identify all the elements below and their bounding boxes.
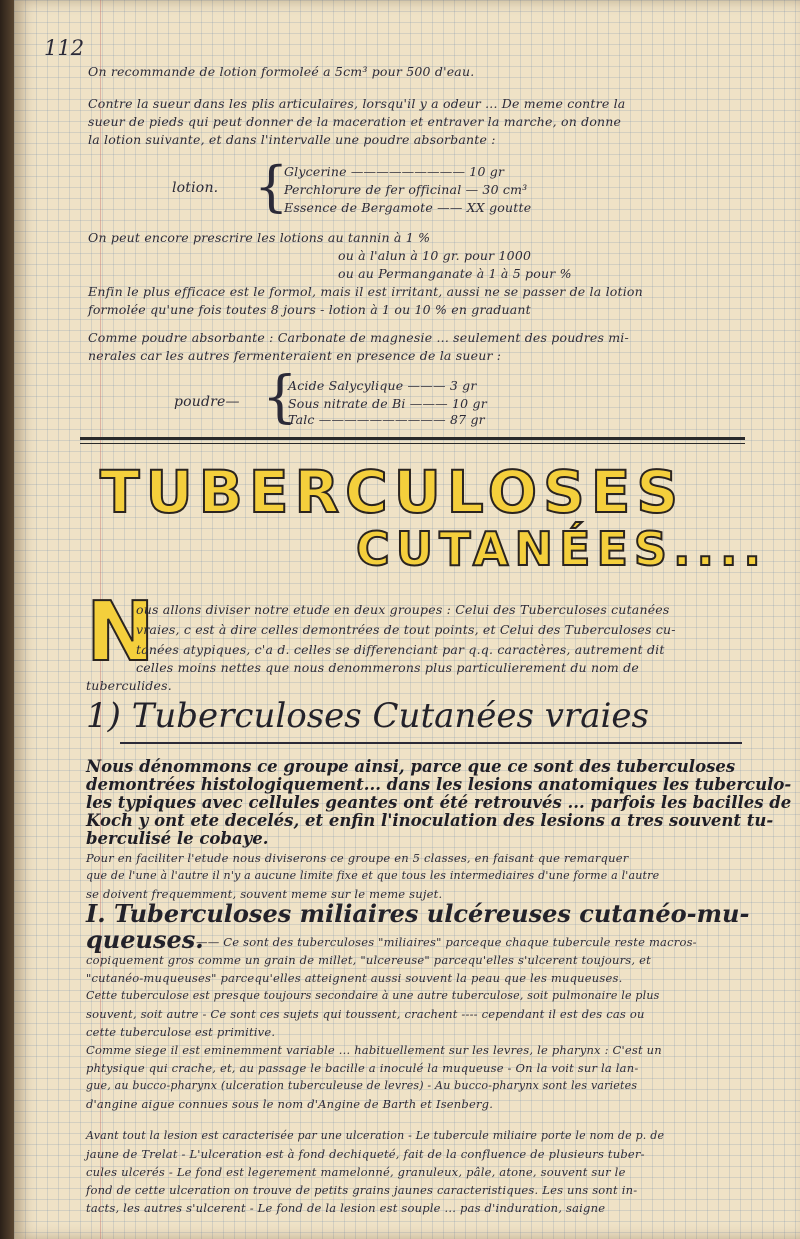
alternative-lotion-line: On peut encore prescrire les lotions au tannin à 1 % [88, 230, 431, 245]
drop-cap: N [86, 585, 155, 680]
subsection-first-line: —— Ce sont des tuberculoses "miliaires" parceque chaque tubercule reste macros- [196, 935, 697, 949]
subsection-line: souvent, soit autre - Ce sont ces sujets qui toussent, crachent ---- cependant il est des cas ou [86, 1007, 645, 1021]
poudre-item: Acide Salycylique ——— 3 gr [288, 378, 477, 393]
lesion-line: fond de cette ulceration on trouve de petits grains jaunes caracteristiques. Les uns sont in- [86, 1183, 638, 1197]
lotion-brace: { [254, 155, 289, 218]
intro-line: tuberculides. [86, 678, 172, 693]
sweat-paragraph-line-1: Contre la sueur dans les plis articulaires, lorsqu'il y a odeur ... De meme contre la [88, 96, 626, 111]
lesion-line: jaune de Trelat - L'ulceration est à fond dechiqueté, fait de la confluence de plusieurs tuber- [86, 1147, 645, 1161]
alternative-lotion-line: ou à l'alun à 10 gr. pour 1000 [338, 248, 532, 263]
title-tuberculoses: TUBERCULOSES [100, 458, 685, 526]
lotion-label: lotion. [172, 180, 219, 196]
lesion-line: tacts, les autres s'ulcerent - Le fond de la lesion est souple ... pas d'induration, saigne [86, 1201, 606, 1215]
bold-paragraph-line: demontrées histologiquement... dans les lesions anatomiques les tuberculo- [86, 775, 792, 794]
powder-paragraph-line: Comme poudre absorbante : Carbonate de magnesie ... seulement des poudres mi- [88, 330, 629, 345]
subsection-line: phtysique qui crache, et, au passage le bacille a inoculé la muqueuse - On la voit sur la lan- [86, 1061, 639, 1075]
divider-rule-thin [80, 443, 745, 444]
alternative-lotion-line: ou au Permanganate à 1 à 5 pour % [338, 266, 572, 281]
subsection-line: d'angine aigue connues sous le nom d'Angine de Barth et Isenberg. [86, 1097, 494, 1111]
subsection-line: Cette tuberculose est presque toujours secondaire à une autre tuberculose, soit pulmonaire le plus [86, 989, 660, 1002]
formol-paragraph-line: formolée qu'une fois toutes 8 jours - lotion à 1 ou 10 % en graduant [88, 302, 531, 317]
lotion-item: Essence de Bergamote —— XX goutte [284, 200, 532, 215]
intro-line: ous allons diviser notre etude en deux groupes : Celui des Tuberculoses cutanées [136, 602, 670, 617]
poudre-label: poudre— [174, 394, 240, 410]
formol-paragraph-line: Enfin le plus efficace est le formol, mais il est irritant, aussi ne se passer de la lotion [88, 284, 643, 299]
sweat-paragraph-line-3: la lotion suivante, et dans l'intervalle une poudre absorbante : [88, 132, 496, 147]
page-number: 112 [44, 36, 85, 60]
section-underline [120, 742, 742, 744]
lesion-line: Avant tout la lesion est caracterisée par une ulceration - Le tubercule miliaire porte le nom de p. de [86, 1129, 665, 1142]
subsection-heading-line-2: queuses. [86, 925, 204, 954]
subsection-line: "cutanéo-muqueuses" parcequ'elles atteignent aussi souvent la peau que les muqueuses. [86, 971, 623, 985]
lesion-line: cules ulcerés - Le fond est legerement mamelonné, granuleux, pâle, atone, souvent sur le [86, 1165, 626, 1179]
intro-line: celles moins nettes que nous denommerons plus particulierement du nom de [136, 660, 639, 675]
title-cutanees: CUTANÉES.... [356, 522, 767, 576]
subsection-line: Comme siege il est eminemment variable ... habituellement sur les levres, le pharynx : C'est un [86, 1043, 662, 1057]
bold-paragraph-line: Nous dénommons ce groupe ainsi, parce que ce sont des tuberculoses [86, 757, 736, 776]
bold-paragraph-line: Koch y ont ete decelés, et enfin l'inoculation des lesions a tres souvent tu- [86, 811, 774, 830]
subsection-heading-line-1: I. Tuberculoses miliaires ulcéreuses cutanéo-mu- [86, 899, 750, 928]
lotion-item: Perchlorure de fer officinal — 30 cm³ [284, 182, 528, 197]
poudre-brace: { [262, 365, 298, 430]
subsection-line: gue, au bucco-pharynx (ulceration tuberculeuse de levres) - Au bucco-pharynx sont les varietes [86, 1079, 638, 1092]
sweat-paragraph-line-2: sueur de pieds qui peut donner de la maceration et entraver la marche, on donne [88, 114, 622, 129]
formol-lotion-line: On recommande de lotion formoleé a 5cm³ pour 500 d'eau. [88, 64, 475, 79]
section-heading: 1) Tuberculoses Cutanées vraies [86, 696, 649, 736]
bold-paragraph-line: les typiques avec cellules geantes ont été retrouvés ... parfois les bacilles de [86, 793, 792, 812]
lotion-item: Glycerine ————————— 10 gr [284, 164, 505, 179]
intro-line: vraies, c est à dire celles demontrées de tout points, et Celui des Tuberculoses cu- [136, 622, 676, 637]
divider-rule [80, 437, 745, 440]
poudre-item: Talc —————————— 87 gr [288, 412, 485, 427]
classes-line: se doivent frequemment, souvent meme sur le meme sujet. [86, 887, 443, 901]
bold-paragraph-line: berculisé le cobaye. [86, 829, 269, 848]
classes-line: Pour en faciliter l'etude nous diviserons ce groupe en 5 classes, en faisant que remarquer [86, 851, 629, 865]
notebook-binding [0, 0, 14, 1239]
poudre-item: Sous nitrate de Bi ——— 10 gr [288, 396, 487, 411]
powder-paragraph-line: nerales car les autres fermenteraient en presence de la sueur : [88, 348, 502, 363]
subsection-line: cette tuberculose est primitive. [86, 1025, 276, 1039]
subsection-line: copiquement gros comme un grain de millet, "ulcereuse" parcequ'elles s'ulcerent toujours, et [86, 953, 651, 967]
classes-line: que de l'une à l'autre il n'y a aucune limite fixe et que tous les intermediaires d'une forme a l'autre [86, 869, 660, 882]
intro-line: tanées atypiques, c'a d. celles se differenciant par q.q. caractères, autrement dit [136, 642, 665, 657]
